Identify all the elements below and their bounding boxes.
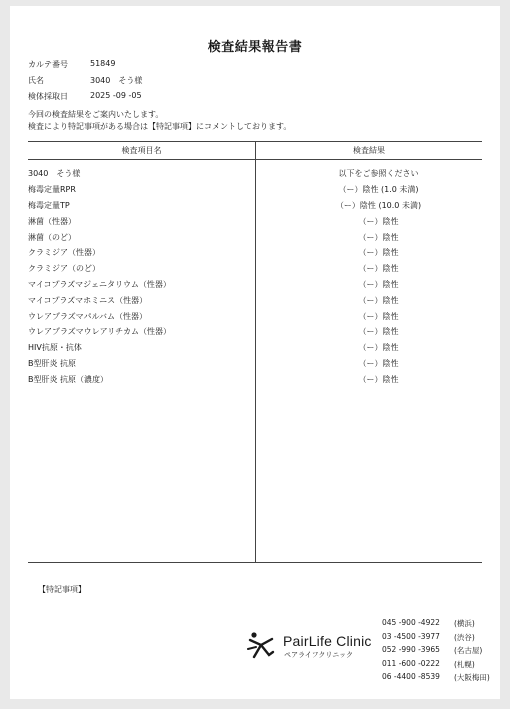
phone-location: (札幌) xyxy=(454,659,475,669)
table-row xyxy=(28,308,482,324)
test-result-cell: （ー）陰性 xyxy=(358,343,399,353)
phone-number: 03 -4500 -3977 xyxy=(382,631,440,641)
phone-location: (横浜) xyxy=(454,619,475,628)
test-name-cell: マイコプラズマホミニス（性器） xyxy=(28,295,148,305)
phone-entry xyxy=(382,618,490,632)
test-result-cell: （ー）陰性 xyxy=(358,264,399,274)
test-result-cell: （ー）陰性 xyxy=(358,279,399,289)
clinic-name-en: PairLife Clinic xyxy=(283,632,372,649)
test-result-cell: （ー）陰性 xyxy=(358,358,399,368)
test-result-cell: （ー）陰性 (10.0 未満) xyxy=(335,200,422,210)
test-name-cell: 淋菌（性器） xyxy=(28,216,76,226)
test-name-cell: 3040 そう様 xyxy=(28,169,81,179)
test-name-cell: B型肝炎 抗原 xyxy=(28,358,77,368)
table-row xyxy=(28,213,482,229)
meta-patient-name xyxy=(28,75,142,86)
phone-entry xyxy=(382,645,490,659)
test-result-cell: （ー）陰性 xyxy=(358,374,399,384)
test-name-cell: 梅毒定量RPR xyxy=(28,185,76,195)
intro-line: 今回の検査結果をご案内いたします。 xyxy=(28,110,164,119)
phone-entry xyxy=(382,672,490,686)
table-row xyxy=(28,340,482,356)
meta-label: 検体採取日 xyxy=(28,92,68,101)
meta-label: カルテ番号 xyxy=(28,60,68,69)
clinic-logo xyxy=(246,630,372,662)
phone-number: 052 -990 -3965 xyxy=(382,645,440,654)
test-name-cell: 淋菌（のど） xyxy=(28,232,76,242)
meta-collection-date xyxy=(28,91,142,102)
test-result-cell: （ー）陰性 xyxy=(358,327,399,337)
phone-number: 011 -600 -0222 xyxy=(382,658,440,668)
meta-chart-number xyxy=(28,59,115,70)
table-row xyxy=(28,371,482,387)
phone-number: 06 -4400 -8539 xyxy=(382,672,440,681)
results-table-body xyxy=(28,166,482,387)
test-result-cell: （ー）陰性 xyxy=(358,216,399,226)
meta-value: 51849 xyxy=(90,59,116,68)
clinic-phone-list xyxy=(382,618,490,686)
notes-label: 【特記事項】 xyxy=(38,585,86,594)
phone-location: (大阪梅田) xyxy=(454,673,490,682)
table-row xyxy=(28,166,482,182)
meta-value: 3040 そう様 xyxy=(90,76,143,85)
test-result-cell: （ー）陰性 (1.0 未満) xyxy=(338,185,419,195)
table-row xyxy=(28,198,482,214)
phone-number: 045 -900 -4922 xyxy=(382,618,440,627)
table-row xyxy=(28,229,482,245)
clinic-name-jp: ペアライフクリニック xyxy=(284,650,353,659)
table-row xyxy=(28,356,482,372)
header-test-name: 検査項目名 xyxy=(121,146,162,155)
table-row xyxy=(28,182,482,198)
table-row xyxy=(28,245,482,261)
phone-location: (名古屋) xyxy=(454,646,483,655)
test-name-cell: クラミジア（のど） xyxy=(28,264,100,274)
intro-line: 検査により特記事項がある場合は【特記事項】にコメントしております。 xyxy=(28,122,292,131)
report-title: 検査結果報告書 xyxy=(207,40,303,55)
meta-value: 2025 -09 -05 xyxy=(90,91,142,100)
header-test-result: 検査結果 xyxy=(353,146,385,155)
test-name-cell: マイコプラズマジェニタリウム（性器） xyxy=(28,279,171,289)
report-sheet xyxy=(10,6,500,699)
table-row xyxy=(28,261,482,277)
pairlife-figure-icon xyxy=(246,630,278,662)
phone-location: (渋谷) xyxy=(454,632,475,642)
phone-entry xyxy=(382,659,490,673)
test-result-cell: （ー）陰性 xyxy=(358,311,399,321)
table-bottom-border xyxy=(28,562,482,563)
table-row xyxy=(28,277,482,293)
test-result-cell: （ー）陰性 xyxy=(358,248,399,258)
test-name-cell: HIV抗原・抗体 xyxy=(28,343,82,353)
table-row xyxy=(28,292,482,308)
test-result-cell: （ー）陰性 xyxy=(358,295,399,305)
phone-entry xyxy=(382,632,490,646)
test-name-cell: B型肝炎 抗原（濃度） xyxy=(28,374,109,384)
table-row xyxy=(28,324,482,340)
test-result-cell: 以下をご参照ください xyxy=(338,169,419,179)
meta-label: 氏名 xyxy=(28,76,44,85)
test-name-cell: ウレアプラズマパルバム（性器） xyxy=(28,311,147,321)
test-name-cell: クラミジア（性器） xyxy=(28,248,100,258)
test-name-cell: 梅毒定量TP xyxy=(28,200,70,210)
test-name-cell: ウレアプラズマウレアリチカム（性器） xyxy=(28,327,171,337)
test-result-cell: （ー）陰性 xyxy=(358,232,399,242)
